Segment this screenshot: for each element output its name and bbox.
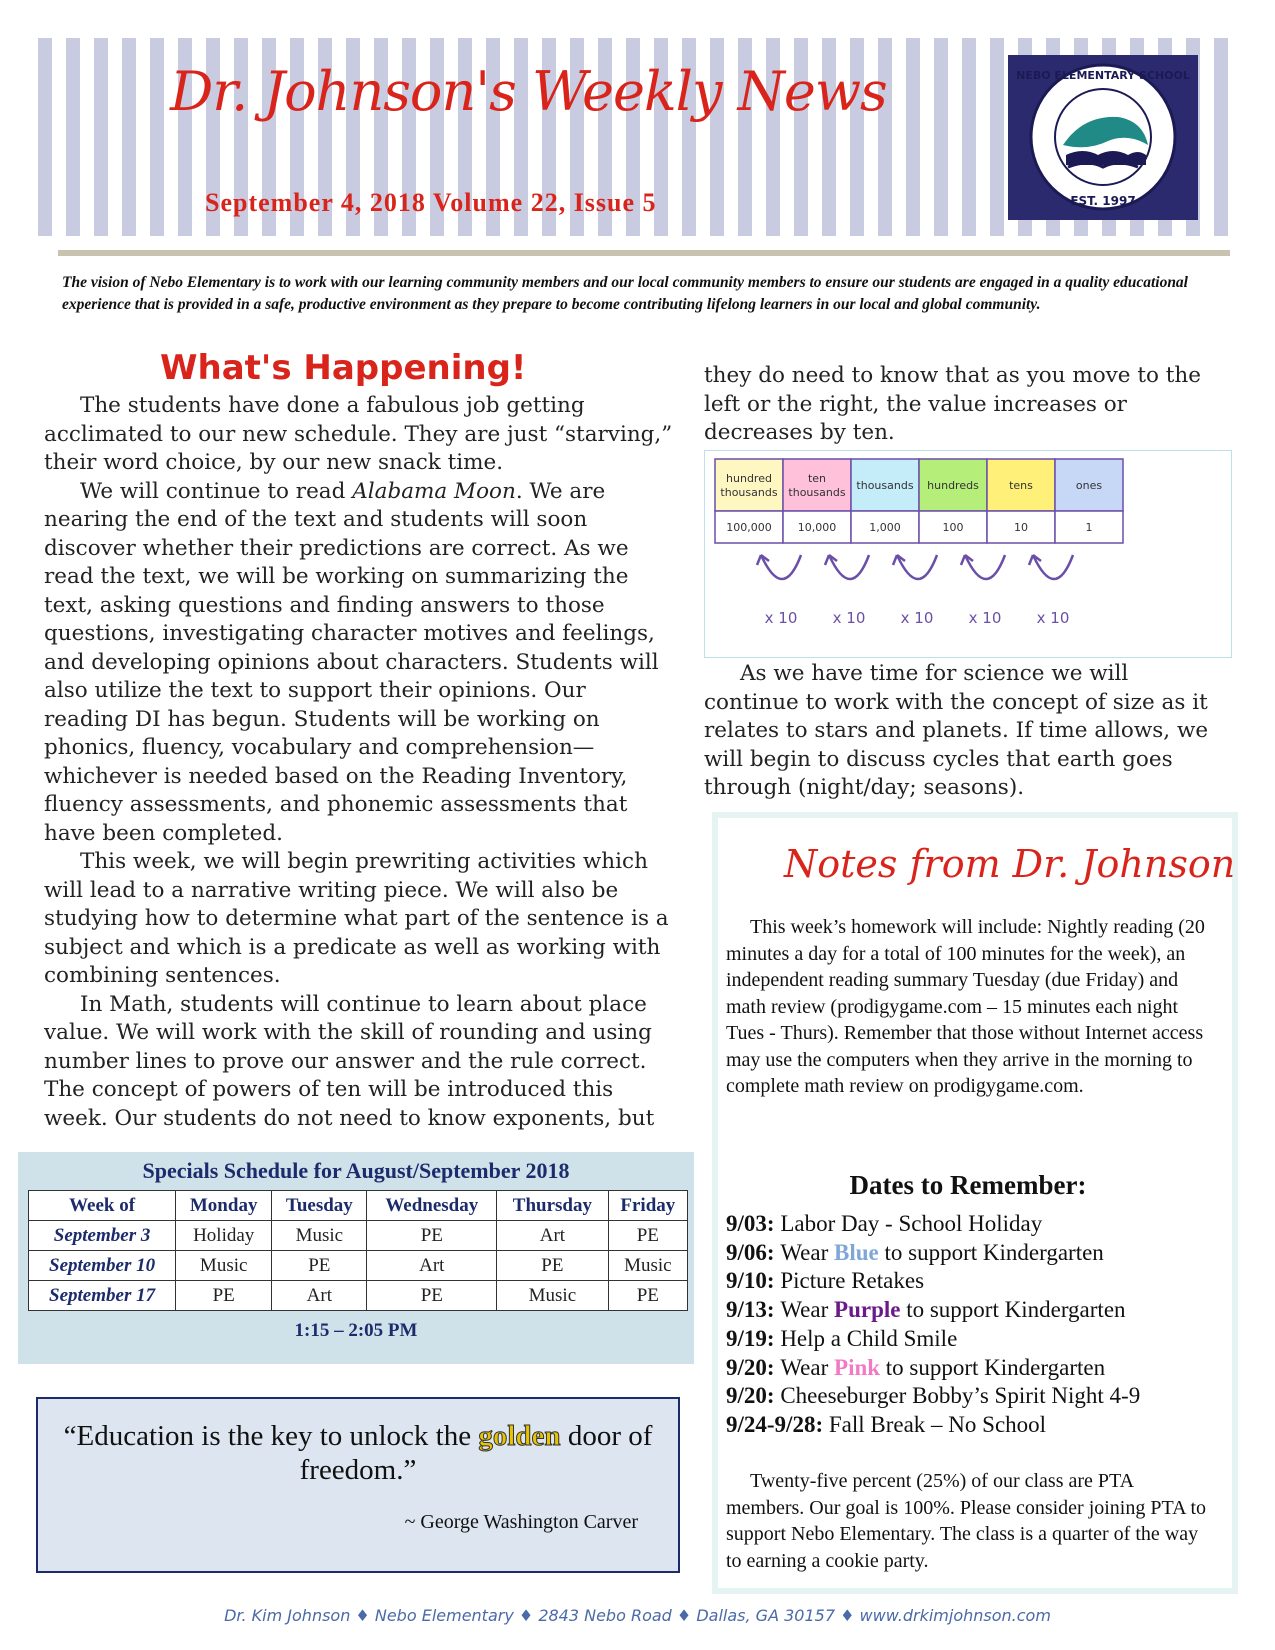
issue-date-line: September 4, 2018 Volume 22, Issue 5 bbox=[205, 188, 657, 217]
date-item bbox=[726, 1325, 1226, 1354]
multiplier-label: x 10 bbox=[764, 609, 798, 627]
table-cell: Holiday bbox=[176, 1221, 272, 1251]
table-cell: PE bbox=[272, 1251, 367, 1281]
header-rule bbox=[58, 250, 1230, 256]
reading-text-end: . We are nearing the end of the text and students will soon discover whether their predictions are correct. As we read the text, we will be working on summarizing the text, asking questions and finding answers to those questions, investigating character motives and feelings, and developing opinions about characters. Students will also utilize the text to support their opinions. Our reading DI has begun. Students will be working on phonics, fluency, vocabulary and comprehension—whichever is needed based on the Reading Inventory, fluency assessments, and phonemic assessments that have been completed. bbox=[44, 478, 659, 846]
date-item bbox=[726, 1239, 1226, 1268]
place-header-label: ten bbox=[807, 472, 827, 485]
date-text: Labor Day - School Holiday bbox=[780, 1211, 1043, 1236]
table-row bbox=[29, 1281, 688, 1311]
dates-list bbox=[726, 1210, 1226, 1440]
table-row bbox=[29, 1221, 688, 1251]
date-item bbox=[726, 1382, 1226, 1411]
paragraph-science: As we have time for science we will continue to work with the concept of size as it relates to stars and planets. If time allows, we will begin to discuss cycles that earth goes through (night/day; seasons). bbox=[704, 661, 1209, 800]
paragraph-schedule: The students have done a fabulous job getting acclimated to our new schedule. They are just “starving,” their word choice, by our new snack time. bbox=[44, 393, 673, 475]
col-header: Monday bbox=[176, 1191, 272, 1221]
col-header: Thursday bbox=[497, 1191, 609, 1221]
pta-section bbox=[726, 1468, 1216, 1574]
place-header-cell bbox=[715, 459, 783, 511]
table-cell: PE bbox=[608, 1281, 687, 1311]
notes-panel bbox=[712, 812, 1238, 1594]
place-header-label: thousands bbox=[788, 486, 846, 499]
paragraph-math-continued: they do need to know that as you move to the left or the right, the value increases or decreases by ten. bbox=[704, 363, 1201, 445]
specials-schedule bbox=[18, 1152, 694, 1364]
place-value-label: 1 bbox=[1085, 521, 1093, 534]
date-label: 9/03: bbox=[726, 1211, 781, 1236]
paragraph-homework: This week’s homework will include: Nightly reading (20 minutes a day for a total of 100 minutes for the week), an independent reading summary Tuesday (due Friday) and math review (prodigygame.com – 15 minutes each night Tues - Thurs). Remember that those without Internet access may use the computers when they arrive in the morning to complete math review on prodigygame.com. bbox=[726, 916, 1205, 1097]
place-header-label: tens bbox=[1009, 479, 1033, 492]
date-text: Help a Child Smile bbox=[780, 1325, 958, 1351]
multiplier-label: x 10 bbox=[900, 609, 934, 627]
color-word: Blue bbox=[834, 1239, 879, 1265]
homework-section bbox=[726, 914, 1216, 1100]
place-value-chart bbox=[704, 450, 1232, 658]
logo-text-top: NEBO ELEMENTARY SCHOOL bbox=[1016, 69, 1190, 82]
color-word: Pink bbox=[834, 1354, 881, 1380]
science-section bbox=[704, 660, 1224, 803]
week-cell: September 17 bbox=[29, 1281, 176, 1311]
table-cell: PE bbox=[367, 1281, 497, 1311]
place-header-label: thousands bbox=[856, 479, 914, 492]
specials-title: Specials Schedule for August/September 2018 bbox=[142, 1158, 570, 1183]
date-text: Wear bbox=[780, 1239, 835, 1265]
place-value-label: 10,000 bbox=[797, 521, 837, 534]
date-label: 9/13: bbox=[726, 1297, 781, 1323]
table-cell: Music bbox=[176, 1251, 272, 1281]
footer-contact: Dr. Kim Johnson ♦ Nebo Elementary ♦ 2843 Nebo Road ♦ Dallas, GA 30157 ♦ www.drkimjohnson.com bbox=[224, 1606, 1051, 1625]
whats-happening-heading: What's Happening! bbox=[160, 348, 527, 388]
place-value-label: 10 bbox=[1014, 521, 1028, 534]
paragraph-reading bbox=[44, 478, 674, 849]
notes-heading: Notes from Dr. Johnson bbox=[784, 842, 1236, 886]
date-item bbox=[726, 1296, 1226, 1325]
specials-table bbox=[28, 1190, 688, 1311]
place-value-label: 1,000 bbox=[869, 521, 901, 534]
multiplier-label: x 10 bbox=[1036, 609, 1070, 627]
col-header: Week of bbox=[29, 1191, 176, 1221]
book-title: Alabama Moon bbox=[352, 478, 516, 504]
table-cell: Art bbox=[367, 1251, 497, 1281]
date-text: Picture Retakes bbox=[780, 1268, 925, 1294]
table-cell: Music bbox=[608, 1251, 687, 1281]
paragraph-math: In Math, students will continue to learn about place value. We will work with the skill of rounding and using number lines to prove our answer and the rule correct. The concept of powers of ten will be introduced this week. Our students do not need to know exponents, but bbox=[44, 991, 655, 1131]
quote-end: door of freedom.” bbox=[299, 1420, 653, 1486]
date-item bbox=[726, 1267, 1226, 1296]
table-cell: PE bbox=[497, 1251, 609, 1281]
quote-golden-word: golden bbox=[478, 1420, 561, 1452]
date-text-end: to support Kindergarten bbox=[878, 1239, 1104, 1265]
date-item bbox=[726, 1354, 1226, 1383]
school-logo bbox=[1008, 55, 1198, 220]
table-cell: PE bbox=[176, 1281, 272, 1311]
date-label: 9/20: bbox=[726, 1354, 781, 1380]
table-cell: Music bbox=[272, 1221, 367, 1251]
table-cell: Art bbox=[272, 1281, 367, 1311]
paragraph-pta: Twenty-five percent (25%) of our class are PTA members. Our goal is 100%. Please consider joining PTA to support Nebo Elementary. The class is a quarter of the way to earning a cookie party. bbox=[726, 1470, 1206, 1572]
date-item bbox=[726, 1411, 1226, 1440]
whats-happening-body bbox=[44, 392, 674, 1133]
col-header: Wednesday bbox=[367, 1191, 497, 1221]
date-text: Fall Break – No School bbox=[828, 1411, 1047, 1437]
table-cell: PE bbox=[608, 1221, 687, 1251]
table-header-row bbox=[29, 1191, 688, 1221]
multiplier-label: x 10 bbox=[832, 609, 866, 627]
place-header-label: ones bbox=[1075, 479, 1103, 492]
col-header: Tuesday bbox=[272, 1191, 367, 1221]
place-header-label: hundreds bbox=[927, 479, 979, 492]
date-label: 9/24-9/28: bbox=[726, 1411, 829, 1437]
date-text-end: to support Kindergarten bbox=[900, 1297, 1126, 1323]
place-value-svg bbox=[705, 451, 1231, 657]
table-cell: PE bbox=[367, 1221, 497, 1251]
reading-text-start: We will continue to read bbox=[80, 478, 353, 504]
place-value-label: 100 bbox=[942, 521, 964, 534]
date-label: 9/10: bbox=[726, 1268, 781, 1294]
specials-time: 1:15 – 2:05 PM bbox=[294, 1320, 418, 1341]
place-header-cell bbox=[783, 459, 851, 511]
color-word: Purple bbox=[834, 1297, 901, 1323]
date-text-end: to support Kindergarten bbox=[880, 1354, 1106, 1380]
quote-box bbox=[36, 1397, 680, 1573]
date-text: Wear bbox=[780, 1297, 835, 1323]
quote-author: ~ George Washington Carver bbox=[404, 1511, 638, 1533]
date-text: Cheeseburger Bobby’s Spirit Night 4-9 bbox=[780, 1383, 1141, 1409]
place-header-label: thousands bbox=[720, 486, 778, 499]
table-cell: Art bbox=[497, 1221, 609, 1251]
table-row bbox=[29, 1251, 688, 1281]
week-cell: September 3 bbox=[29, 1221, 176, 1251]
table-cell: Music bbox=[497, 1281, 609, 1311]
date-label: 9/06: bbox=[726, 1239, 781, 1265]
math-continued bbox=[704, 362, 1224, 448]
date-item bbox=[726, 1210, 1226, 1239]
place-header-label: hundred bbox=[726, 472, 772, 485]
vision-statement: The vision of Nebo Elementary is to work with our learning community members and our local community members to ensure our students are engaged in a quality educational experience that is provided in a safe, productive environment as they prepare to become contributing lifelong learners in our local and global community. bbox=[62, 274, 1188, 313]
place-value-label: 100,000 bbox=[726, 521, 772, 534]
dates-heading: Dates to Remember: bbox=[849, 1170, 1087, 1200]
paragraph-writing: This week, we will begin prewriting activities which will lead to a narrative writing piece. We will also be studying how to determine what part of the sentence is a subject and which is a predicate as well as working with combining sentences. bbox=[44, 849, 669, 988]
date-text: Wear bbox=[780, 1354, 835, 1380]
logo-text-bottom: EST. 1997 bbox=[1070, 194, 1136, 208]
date-label: 9/20: bbox=[726, 1383, 781, 1409]
col-header: Friday bbox=[608, 1191, 687, 1221]
newsletter-title: Dr. Johnson's Weekly News bbox=[170, 60, 887, 123]
quote-start: “Education is the key to unlock the bbox=[63, 1420, 479, 1452]
multiplier-label: x 10 bbox=[968, 609, 1002, 627]
date-label: 9/19: bbox=[726, 1325, 781, 1351]
quote-text bbox=[38, 1419, 678, 1487]
week-cell: September 10 bbox=[29, 1251, 176, 1281]
